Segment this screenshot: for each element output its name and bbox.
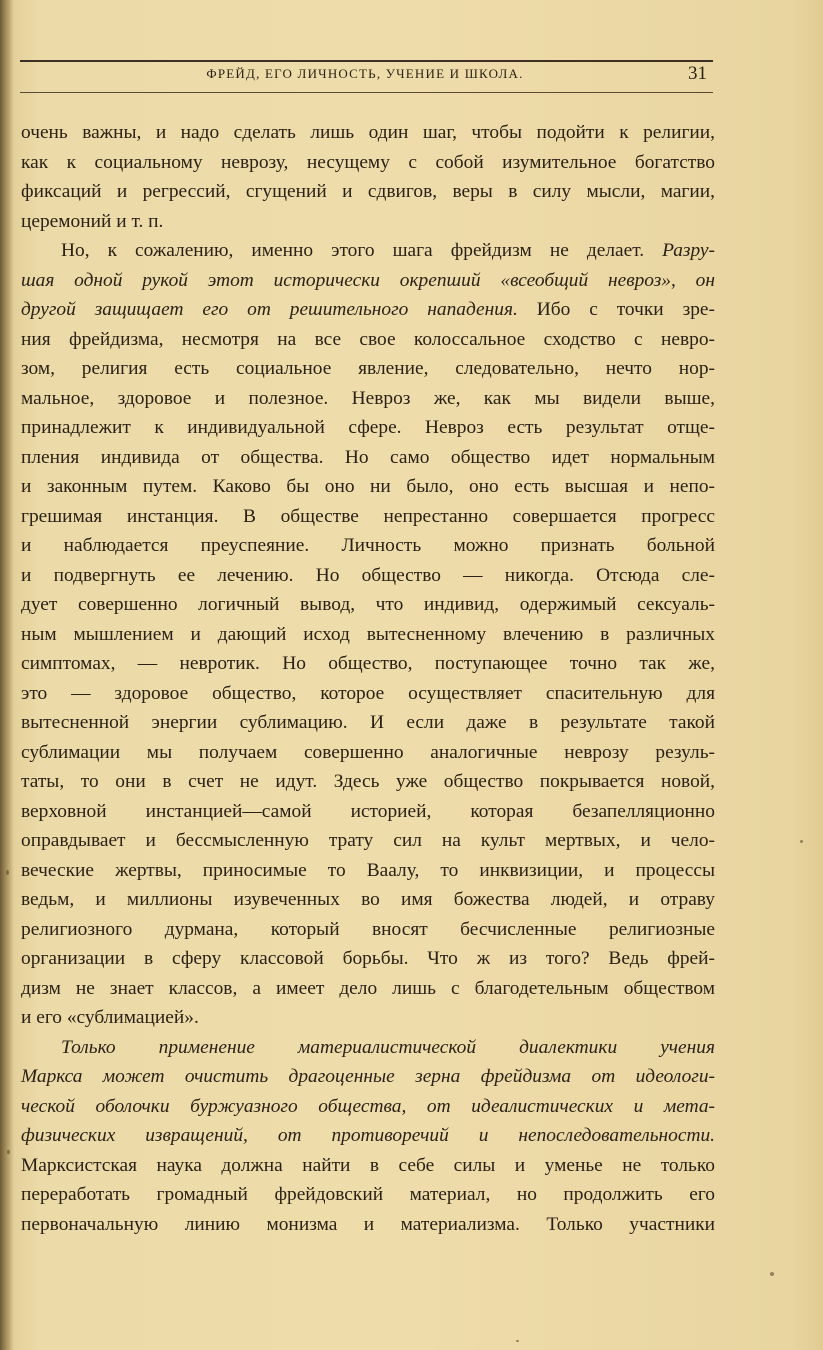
text-line: фиксаций и регрессий, сгущений и сдвигов, веры в силу мысли, магии, bbox=[21, 181, 715, 202]
text-line: ведьм, и миллионы изувеченных во имя божества людей, и отраву bbox=[21, 889, 715, 910]
text-line: грешимая инстанция. В обществе непрестанно совершается прогресс bbox=[21, 505, 715, 527]
running-head: ФРЕЙД, ЕГО ЛИЧНОСТЬ, УЧЕНИЕ И ШКОЛА. bbox=[206, 66, 524, 81]
text-line: это — здоровое общество, которое осуществляет спасительную для bbox=[21, 682, 715, 704]
text-line-rich: Но, к сожалению, именно этого шага фрейдизм не делает. Разру- bbox=[61, 240, 715, 261]
text-line: организации в сферу классовой борьбы. Что ж из того? Ведь фрей- bbox=[21, 948, 715, 969]
text-line: ным мышлением и дающий исход вытесненному влечению в различных bbox=[21, 623, 715, 645]
text-line: и наблюдается преуспеяние. Личность можно признать больной bbox=[21, 535, 715, 556]
text-line: оправдывает и бессмысленную трату сил на культ мертвых, и чело- bbox=[21, 830, 715, 851]
text-line: Марксистская наука должна найти в себе силы и уменье не только bbox=[21, 1154, 715, 1176]
text-line: таты, то они в счет не идут. Здесь уже общество покрывается новой, bbox=[21, 771, 715, 792]
text-line: первоначальную линию монизма и материализма. Только участники bbox=[21, 1213, 715, 1235]
text-line-rich: шая одной рукой этот исторически окрепший «всеобщий невроз», он bbox=[21, 269, 715, 291]
text-line: веческие жертвы, приносимые то Ваалу, то инквизиции, и процессы bbox=[21, 859, 715, 881]
page-speck bbox=[6, 870, 9, 875]
paragraph-1 bbox=[21, 118, 715, 236]
header-rule-bottom bbox=[20, 92, 713, 93]
text-line-rich: Маркса может очистить драгоценные зерна фрейдизма от идеологи- bbox=[21, 1066, 715, 1087]
text-line: церемоний и т. п. bbox=[21, 210, 164, 232]
text-line: ния фрейдизма, несмотря на все свое колоссальное сходство с невро- bbox=[21, 328, 715, 350]
paragraph-2 bbox=[21, 236, 715, 1033]
header-rule-top bbox=[20, 60, 713, 62]
page-number: 31 bbox=[688, 63, 707, 84]
text-line: религиозного дурмана, который вносят бесчисленные религиозные bbox=[21, 918, 715, 940]
page-speck bbox=[800, 840, 803, 843]
page-speck bbox=[516, 1340, 519, 1342]
text-line: вытесненной энергии сублимацию. И если даже в результате такой bbox=[21, 712, 715, 733]
text-line: принадлежит к индивидуальной сфере. Невроз есть результат отще- bbox=[21, 417, 715, 438]
text-line: зом, религия есть социальное явление, следовательно, нечто нор- bbox=[21, 358, 715, 379]
text-line: переработать громадный фрейдовский материал, но продолжить его bbox=[21, 1184, 715, 1205]
text-line: мальное, здоровое и полезное. Невроз же, как мы видели выше, bbox=[21, 387, 715, 409]
text-line: дизм не знает классов, а имеет дело лишь с благодетельным обществом bbox=[21, 977, 715, 999]
text-line: дует совершенно логичный вывод, что индивид, одержимый сексуаль- bbox=[21, 594, 715, 615]
text-line-rich: ческой оболочки буржуазного общества, от идеалистических и мета- bbox=[21, 1095, 715, 1117]
body-text bbox=[21, 118, 715, 1239]
text-line: и подвергнуть ее лечению. Но общество — никогда. Отсюда сле- bbox=[21, 564, 715, 586]
text-line: верховной инстанцией—самой историей, которая безапелляционно bbox=[21, 800, 715, 822]
text-line-rich: физических извращений, от противоречий и непоследовательности. bbox=[21, 1125, 715, 1146]
binding-shadow bbox=[0, 0, 14, 1350]
text-line: очень важны, и надо сделать лишь один шаг, чтобы подойти к религии, bbox=[21, 122, 715, 143]
page-speck bbox=[770, 1272, 774, 1276]
text-line: как к социальному неврозу, несущему с собой изумительное богатство bbox=[21, 151, 715, 173]
page-speck bbox=[7, 1150, 10, 1154]
text-line: симптомах, — невротик. Но общество, поступающее точно так же, bbox=[21, 653, 715, 674]
text-line: и законным путем. Каково бы оно ни было, оно есть высшая и непо- bbox=[21, 476, 715, 497]
text-line-rich: Только применение материалистической диалектики учения bbox=[61, 1036, 715, 1058]
text-line: сублимации мы получаем совершенно аналогичные неврозу резуль- bbox=[21, 741, 715, 763]
text-line-rich: другой защищает его от решительного нападения. Ибо с точки зре- bbox=[21, 299, 715, 320]
text-line: и его «сублимацией». bbox=[21, 1007, 199, 1028]
text-line: пления индивида от общества. Но само общество идет нормальным bbox=[21, 446, 715, 468]
paragraph-3 bbox=[21, 1033, 715, 1240]
